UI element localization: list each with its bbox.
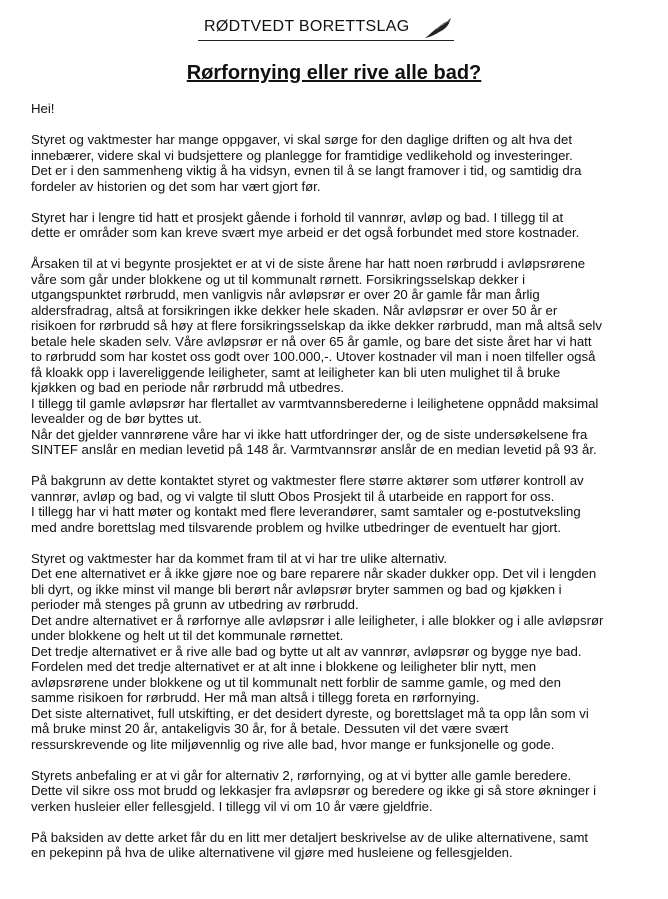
paragraph: [31, 768, 656, 815]
text-line: risikoen for rørbrudd så høy at flere forsikringsselskap da ikke dekker rørbrudd, man må altså selv: [31, 318, 602, 333]
document-title: Rørfornying eller rive alle bad?: [186, 62, 482, 84]
letter-body: [31, 101, 656, 876]
text-line: bli dyrt, og ikke minst vil mange bli berørt når avløpsrør bryter sammen og bad og kjøkken i: [31, 581, 562, 597]
text-line: Fordelen med det tredje alternativet er at alt inne i blokkene og leiligheter blir nytt, men: [31, 659, 537, 674]
text-line: Styret har i lengre tid hatt et prosjekt gående i forhold til vannrør, avløp og bad. I tillegg til at: [31, 209, 564, 225]
text-line: avløpsrørene under blokkene og ut til kommunalt nett forblir de samme gamle, og med den: [31, 674, 561, 690]
paragraph: [31, 473, 656, 535]
text-line: perioder må stenges på grunn av utbedring av rørbrudd.: [31, 597, 359, 612]
text-line: I tillegg til gamle avløpsrør har flertallet av varmtvannsberederne i leilighetene oppnådd maksimal: [31, 395, 599, 411]
text-line: under blokkene og helt ut til det kommunale rørnettet.: [31, 628, 344, 643]
text-line: Styret og vaktmester har mange oppgaver, vi skal sørge for den daglige driften og alt hva det: [31, 132, 572, 147]
text-line: I tillegg har vi hatt møter og kontakt med flere leverandører, samt samtaler og e-postutveksling: [31, 504, 581, 519]
text-line: innebærer, videre skal vi budsjettere og planlegge for framtidige vedlikehold og investeringer.: [31, 147, 573, 163]
organization-name: RØDTVEDT BORETTSLAG: [204, 18, 410, 35]
bird-logo-icon: [423, 16, 453, 40]
text-line: Styrets anbefaling er at vi går for alternativ 2, rørfornying, og at vi bytter alle gamle beredere.: [31, 767, 572, 783]
text-line: Det ene alternativet er å ikke gjøre noe og bare reparere når skader dukker opp. Det vil i lengden: [31, 566, 597, 581]
text-line: våre som går under blokkene og ut til kommunalt rørnett. Forsikringsselskap dekker i: [31, 271, 526, 287]
text-line: Styret og vaktmester har da kommet fram til at vi har tre ulike alternativ.: [31, 550, 448, 566]
paragraph: [31, 101, 656, 117]
text-line: verken husleier eller fellesgjeld. I tillegg vil vi om 10 år være gjeldfrie.: [31, 798, 433, 814]
text-line: Når det gjelder vannrørene våre har vi ikke hatt utfordringer der, og de siste undersøkelsene fra: [31, 426, 588, 442]
text-line: få kloakk opp i lavereliggende leiligheter, samt at leiligheter kan bli uten mulighet til å bruke: [31, 364, 561, 380]
paragraph: [31, 256, 656, 458]
text-line: Det andre alternativet er å rørfornye alle avløpsrør i alle leiligheter, i alle blokker og i alle avløpsrør: [31, 612, 604, 628]
paragraph: [31, 830, 656, 861]
text-line: SINTEF anslår en median levetid på 148 år. Varmtvannsrør anslår de en median levetid på 93 år.: [31, 442, 597, 457]
paragraph: [31, 210, 656, 241]
letterhead: [198, 14, 454, 41]
text-line: Dette vil sikre oss mot brudd og lekkasjer fra avløpsrør og beredere og ikke gi så store økninger i: [31, 783, 597, 798]
text-line: med andre borettslag med tilsvarende problem og hvilke utbedringer de eventuelt har gjort.: [31, 519, 562, 535]
text-line: må bruke minst 20 år, antakeligvis 30 år, for å betale. Dessuten vil det være svært: [31, 721, 509, 736]
text-line: to rørbrudd som har kostet oss godt over 100.000,-. Utover kostnader vil man i noen tilfeller også: [31, 349, 596, 364]
text-line: Det tredje alternativet er å rive alle bad og bytte ut alt av vannrør, avløpsrør og bygge nye bad.: [31, 643, 582, 659]
text-line: betale hele skaden selv. Våre avløpsrør er nå over 65 år gamle, og bare det siste året har vi hatt: [31, 333, 592, 349]
paragraph: [31, 551, 656, 753]
text-line: kjøkken og bad en periode når rørbrudd må utbedres.: [31, 380, 345, 395]
text-line: en pekepinn på hva de ulike alternativene vil gjøre med husleiene og fellesgjelden.: [31, 845, 513, 860]
text-line: utgangspunktet rørbrudd, men vanligvis når avløpsrør er over 20 år gamle får man årlig: [31, 287, 540, 302]
paragraph: [31, 132, 656, 194]
text-line: aldersfradrag, altså at forsikringen ikke dekker hele skaden. Når avløpsrør er over 50 år er: [31, 302, 558, 318]
text-line: På baksiden av dette arket får du en litt mer detaljert beskrivelse av de ulike alternativene, samt: [31, 829, 589, 845]
text-line: vannrør, avløp og bad, og vi valgte til slutt Obos Prosjekt til å utarbeide en rapport for oss.: [31, 488, 555, 504]
text-line: Det er i den sammenheng viktig å ha vidsyn, evnen til å se langt framover i tid, og samtidig dra: [31, 163, 582, 178]
text-line: samme risikoen for rørbrudd. Her må man altså i tillegg foreta en rørfornying.: [31, 690, 480, 705]
text-line: fordeler av historien og det som har vært gjort før.: [31, 178, 321, 194]
text-line: Årsaken til at vi begynte prosjektet er at vi de siste årene har hatt noen rørbrudd i avløpsrørene: [31, 256, 586, 271]
text-line: levealder og de bør byttes ut.: [31, 411, 202, 426]
text-line: dette er områder som kan kreve svært mye arbeid er det også forbundet med store kostnader.: [31, 225, 580, 240]
text-line: Hei!: [31, 101, 55, 116]
text-line: ressurskrevende og lite miljøvennlig og rive alle bad, hvor mange er funksjonelle og gode.: [31, 736, 555, 752]
text-line: Det siste alternativet, full utskifting, er det desidert dyreste, og borettslaget må ta opp lån som vi: [31, 705, 589, 721]
text-line: På bakgrunn av dette kontaktet styret og vaktmester flere større aktører som utfører kontroll av: [31, 473, 584, 488]
